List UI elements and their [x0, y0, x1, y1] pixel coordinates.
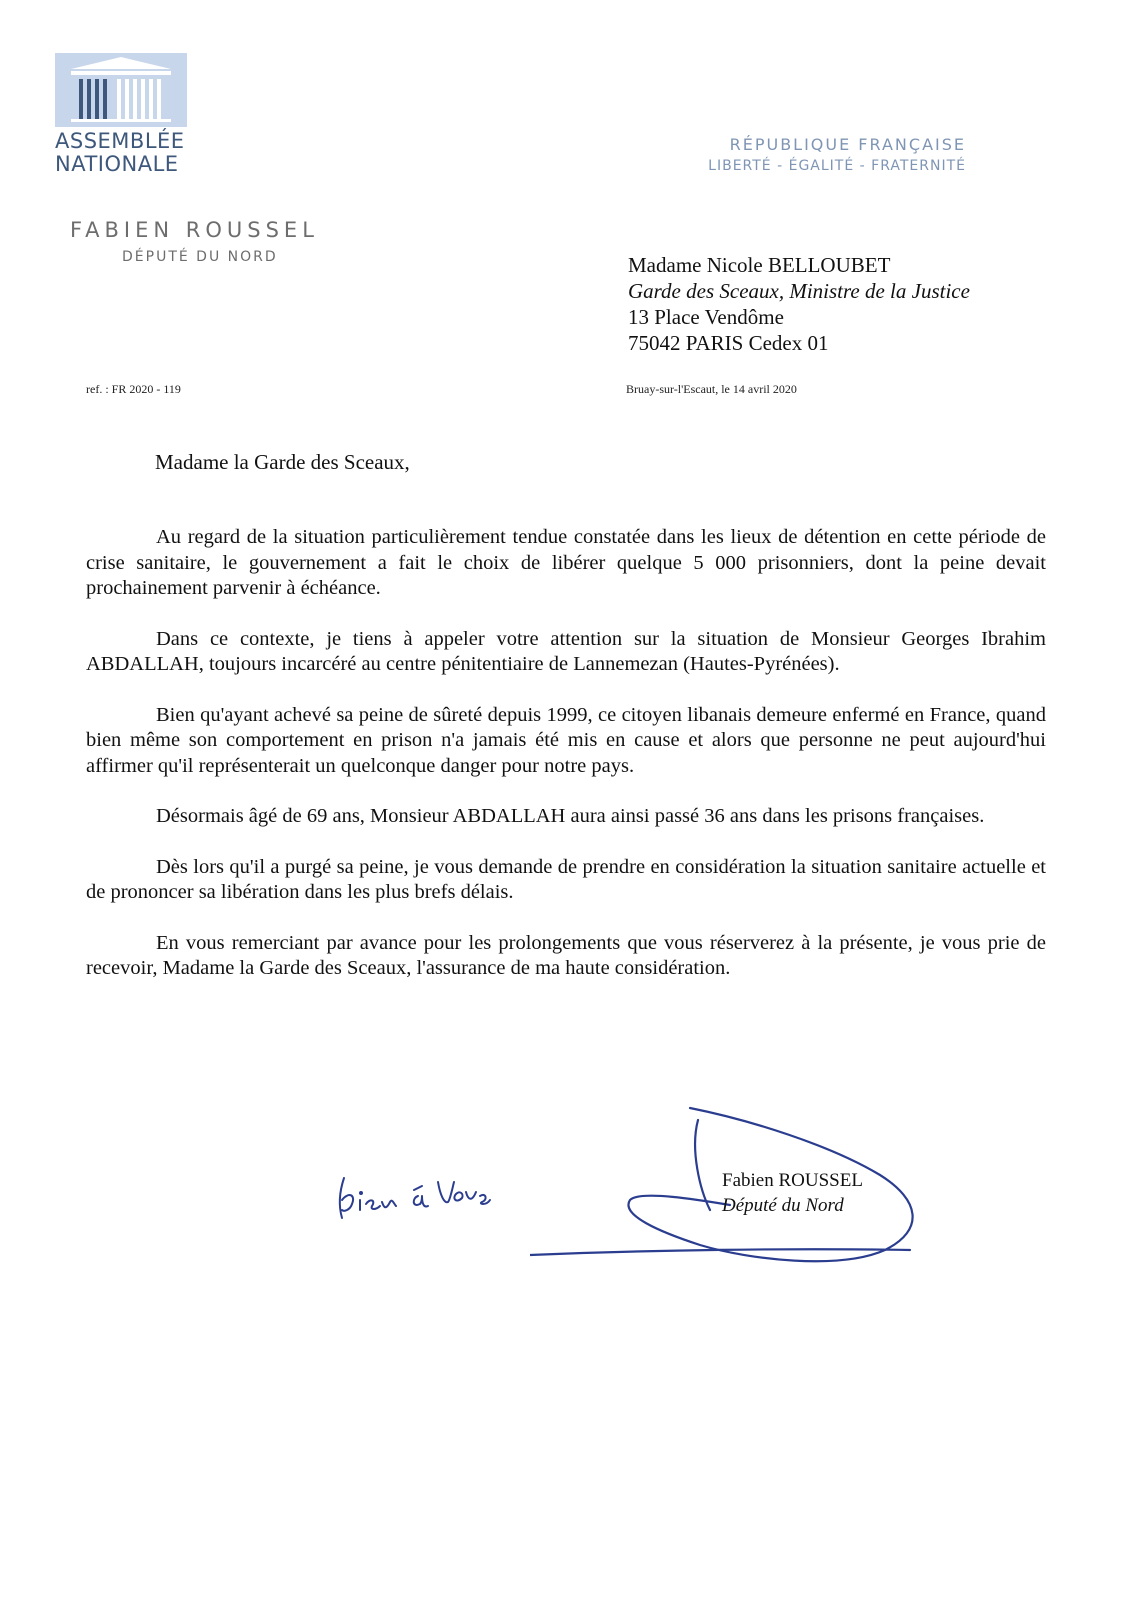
signatory-title: Député du Nord [722, 1195, 844, 1216]
addressee-title: Garde des Sceaux, Ministre de la Justice [628, 279, 970, 303]
addressee-block [628, 252, 970, 356]
republique-line1: RÉPUBLIQUE FRANÇAISE [729, 135, 966, 154]
place-date: Bruay-sur-l'Escaut, le 14 avril 2020 [626, 382, 797, 396]
reference-number: ref. : FR 2020 - 119 [86, 382, 181, 396]
assemblee-logo [55, 53, 187, 127]
logo-line2: NATIONALE [55, 152, 179, 176]
paragraph: En vous remerciant par avance pour les prolongements que vous réserverez à la présente, je vous prie de recevoir, Madame la Garde des Sceaux, l'assurance de ma haute considération. [86, 931, 1046, 979]
salutation: Madame la Garde des Sceaux, [155, 450, 410, 474]
assemblee-building-icon [55, 53, 187, 127]
addressee-city: 75042 PARIS Cedex 01 [628, 331, 829, 355]
paragraph: Dès lors qu'il a purgé sa peine, je vous demande de prendre en considération la situation sanitaire actuelle et de prononcer sa libération dans les plus brefs délais. [86, 855, 1046, 903]
republique-line2: LIBERTÉ - ÉGALITÉ - FRATERNITÉ [708, 158, 966, 174]
paragraph: Dans ce contexte, je tiens à appeler votre attention sur la situation de Monsieur Georges Ibrahim ABDALLAH, toujours incarcéré au centre pénitentiaire de Lannemezan (Hautes-Pyrénées). [86, 627, 1046, 675]
addressee-name: Madame Nicole BELLOUBET [628, 253, 891, 277]
assemblee-logo-text [55, 130, 215, 176]
republique-header [708, 134, 966, 176]
handwritten-note [330, 1160, 500, 1235]
letter-body [86, 525, 1046, 1007]
signature-block [722, 1168, 863, 1218]
paragraph: Au regard de la situation particulièrement tendue constatée dans les lieux de détention en cette période de crise sanitaire, le gouvernement a fait le choix de libérer quelque 5 000 prisonniers, dont la peine devait prochainement parvenir à échéance. [86, 526, 1046, 599]
paragraph: Désormais âgé de 69 ans, Monsieur ABDALLAH aura ainsi passé 36 ans dans les prisons françaises. [156, 805, 985, 827]
letterhead-deputy-name: FABIEN ROUSSEL [70, 218, 319, 242]
logo-line1: ASSEMBLÉE [55, 129, 185, 153]
addressee-street: 13 Place Vendôme [628, 305, 784, 329]
signatory-name: Fabien ROUSSEL [722, 1170, 863, 1191]
paragraph: Bien qu'ayant achevé sa peine de sûreté depuis 1999, ce citoyen libanais demeure enfermé en France, quand bien même son comportement en prison n'a jamais été mis en cause et alors que personne ne peut aujourd'hui affirmer qu'il représenterait un quelconque danger pour notre pays. [86, 703, 1046, 777]
letterhead-deputy-title: DÉPUTÉ DU NORD [122, 249, 278, 265]
